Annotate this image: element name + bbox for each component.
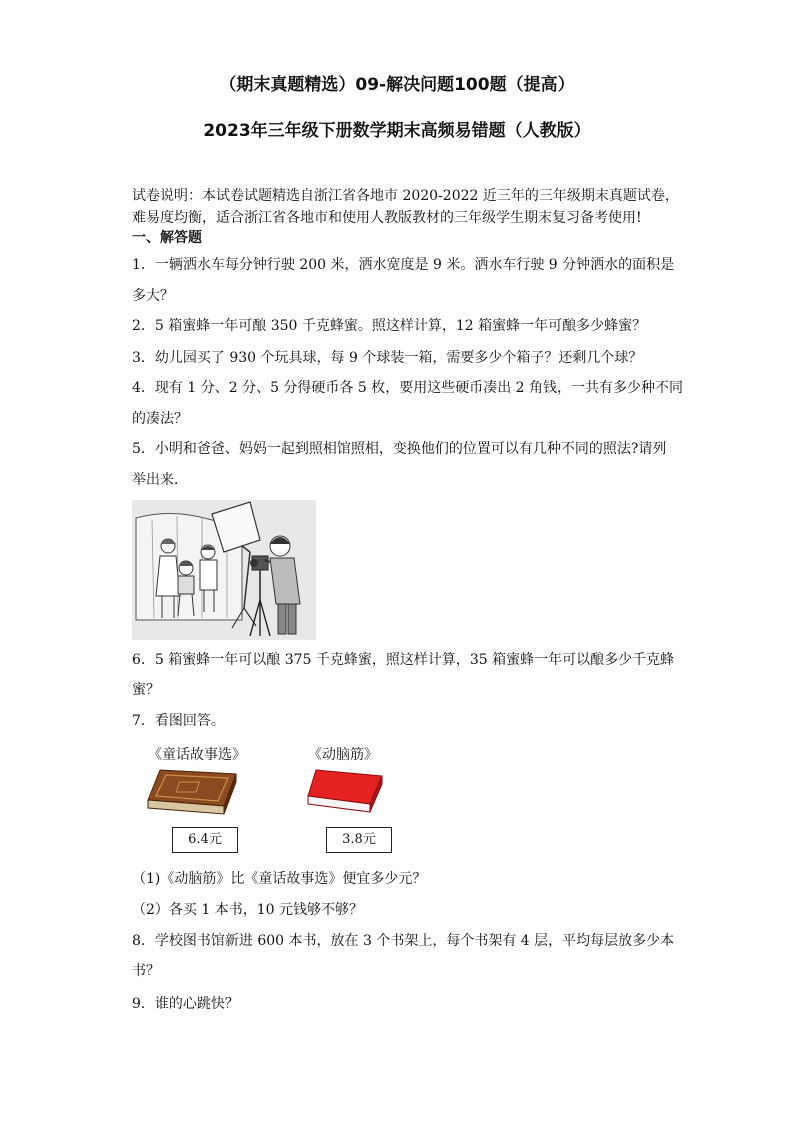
book-2-title: 《动脑筋》 (308, 747, 378, 763)
question-3: 3．幼儿园买了 930 个玩具球，每 9 个球装一箱，需要多少个箱子？还剩几个球？ (132, 350, 643, 366)
question-6-line-1: 6．5 箱蜜蜂一年可以酿 375 千克蜂蜜，照这样计算，35 箱蜜蜂一年可以酿多少千克蜂 (132, 652, 675, 668)
question-8-line-1: 8．学校图书馆新进 600 本书，放在 3 个书架上，每个书架有 4 层，平均每层放多少本 (132, 933, 675, 949)
book-1-title: 《童话故事选》 (148, 747, 246, 763)
document-title: （期末真题精选）09-解决问题100题（提高） (219, 75, 575, 95)
question-2: 2．5 箱蜜蜂一年可酿 350 千克蜂蜜。照这样计算，12 箱蜜蜂一年可酿多少蜂蜜？ (132, 318, 647, 334)
brain-teaser-book-image (306, 768, 386, 816)
question-1-line-1: 1．一辆洒水车每分钟行驶 200 米，洒水宽度是 9 米。洒水车行驶 9 分钟洒水的面积是 (132, 257, 675, 273)
fairy-tale-book-image (146, 768, 238, 816)
intro-line-1: 试卷说明：本试卷试题精选自浙江省各地市 2020-2022 近三年的三年级期末真题试卷， (132, 188, 679, 204)
question-5-line-2: 举出来． (132, 472, 188, 488)
question-9: 9．谁的心跳快？ (132, 996, 239, 1012)
question-4-line-1: 4．现有 1 分、2 分、5 分得硬币各 5 枚，要用这些硬币凑出 2 角钱，一共有多少种不同 (132, 380, 684, 396)
question-7-sub-1: （1)《动脑筋》比《童话故事选》便宜多少元？ (132, 871, 427, 887)
book-1-price: 6.4元 (172, 827, 238, 853)
question-4-line-2: 的凑法？ (132, 411, 188, 427)
section-heading: 一、解答题 (132, 230, 202, 246)
question-8-line-2: 书？ (132, 963, 160, 979)
intro-line-2: 难易度均衡，适合浙江省各地市和使用人教版教材的三年级学生期末复习备考使用! (132, 210, 642, 226)
question-7: 7．看图回答。 (132, 713, 225, 729)
question-7-sub-2: （2）各买 1 本书，10 元钱够不够？ (132, 902, 363, 918)
question-6-line-2: 蜜？ (132, 682, 160, 698)
question-5-line-1: 5．小明和爸爸、妈妈一起到照相馆照相，变换他们的位置可以有几种不同的照法?请列 (132, 441, 667, 457)
question-1-line-2: 多大？ (132, 288, 174, 304)
document-subtitle: 2023年三年级下册数学期末高频易错题（人教版） (203, 121, 591, 141)
book-2-price: 3.8元 (326, 827, 392, 853)
photo-studio-illustration (132, 500, 316, 640)
